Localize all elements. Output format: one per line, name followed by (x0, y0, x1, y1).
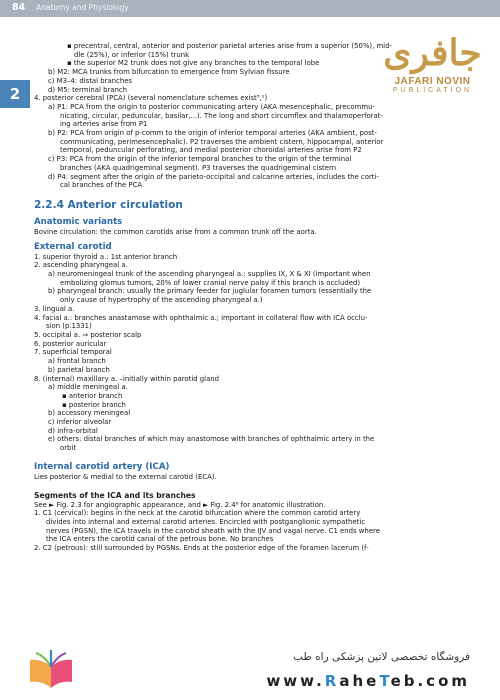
url-end: eb.com (390, 672, 470, 690)
text-line: orbit (60, 444, 77, 453)
text-line: c) inferior alveolar (48, 418, 112, 427)
text-line: embolizing glomus tumors, 20% of lower cranial nerve palsy if this branch is occluded) (60, 278, 361, 287)
text-line: 1. C1 (cervical): begins in the neck at the carotid bifurcation where the common carotid artery (34, 509, 361, 518)
text-line: See ► Fig. 2.3 for angiographic appearance, and ► Fig. 2.4⁶ for anatomic illustration. (34, 500, 326, 509)
text-line: 2. ascending pharyngeal a. (34, 261, 128, 270)
book-title: Anatomy and Physiology (36, 3, 129, 12)
text-line: a) frontal branch (48, 357, 106, 366)
segments-list (34, 501, 480, 553)
text-line: d) infra-orbital (48, 426, 98, 435)
header-band (0, 0, 500, 17)
text-line: 3. lingual a. (34, 304, 75, 313)
section-title: 2.2.4 Anterior circulation (34, 198, 183, 211)
text-line: 5. occipital a. ⇒ posterior scalp (34, 330, 142, 339)
text-line: 6. posterior auricular (34, 339, 107, 348)
segments-heading: Segments of the ICA and its branches (34, 490, 196, 500)
publisher-name: JAFARI NOVIN (394, 76, 471, 87)
text-line: 7. superficial temporal (34, 348, 112, 357)
text-line: b) pharyngeal branch: usually the primary feeder for juglular foramen tumors (essentially the (48, 287, 372, 296)
text-line: e) others: distal branches of which may anastomose with branches of ophthalmic artery in the (48, 435, 375, 444)
text-line: b) parietal branch (48, 365, 110, 374)
store-url[interactable] (266, 672, 470, 690)
text-line: the ICA enters the carotid canal of the petrous bone. No branches (46, 535, 274, 544)
page-body (34, 42, 480, 553)
url-highlight-t: T (379, 672, 391, 690)
url-mid: ahe (339, 672, 380, 690)
text-line: branches (AKA quadrigeminal segment). P3 traverses the quadrigeminal cistern (60, 163, 337, 172)
text-line: 8. (internal) maxillary a. –initially within parotid gland (34, 374, 220, 383)
text-line: temporal, peduncular perforating, and medial posterior choroidal arteries arise from P2 (60, 146, 362, 155)
external-carotid-heading: External carotid (34, 241, 112, 252)
text-line: dle (25%), or inferior (15%) trunk (74, 50, 190, 59)
text-line: a) middle meningeal a. (48, 383, 128, 392)
text-line: a) neuromeningeal trunk of the ascending pharyngeal a.: supplies IX, X & XI (important when (48, 270, 371, 279)
text-line: sion (p.1331) (46, 322, 92, 331)
store-name-persian: فروشگاه تخصصی لاتین پزشکی راه طب (293, 651, 470, 663)
text-line: c) M3–4: distal branches (48, 76, 133, 85)
mca-pca-list (34, 42, 480, 190)
text-line: ▪ precentral, central, anterior and posterior parietal arteries arise from a superior (50%), mid- (67, 42, 392, 50)
anatomic-variants-text: Bovine circulation: the common carotids arise from a common trunk off the aorta. (34, 227, 317, 236)
text-line: ▪ posterior branch (62, 400, 126, 409)
text-line: b) M2: MCA trunks from bifurcation to emergence from Sylvian fissure (48, 68, 290, 77)
text-line: communicating, perimesencephalic). P2 traverses the ambient cistern, hippocampal, anterior (60, 137, 384, 146)
footer-banner (0, 640, 500, 700)
external-carotid-list (34, 253, 480, 453)
text-line: 1. superior thyroid a.: 1st anterior branch (34, 252, 178, 261)
page-number: 84 (12, 2, 26, 13)
text-line: ▪ anterior branch (62, 391, 123, 400)
text-line: b) accessory meningeal (48, 409, 131, 418)
text-line: ▪ the superior M2 trunk does not give any branches to the temporal lobe (67, 59, 320, 68)
text-line: divides into internal and external carotid arteries. Encircled with postganglionic sympathetic (46, 517, 366, 526)
ica-text: Lies posterior & medial to the external carotid (ECA). (34, 472, 217, 481)
text-line: 4. facial a.: branches anastamose with ophthalmic a.; important in collateral flow with ICA occlu- (34, 313, 368, 322)
text-line: a) P1: PCA from the origin to posterior communicating artery (AKA mesencephalic, precommu- (48, 102, 375, 111)
url-prefix: www. (266, 672, 325, 690)
text-line: cal branches of the PCA (60, 181, 143, 190)
text-line: 4. posterior cerebral (PCA) (several nomenclature schemes exist⁵,¹) (34, 94, 268, 103)
text-line: nicating, circular, peduncular, basilar,...). The long and short circumflex and thalamoperforat- (60, 111, 383, 120)
text-line: c) P3: PCA from the origin of the inferior temporal branches to the origin of the terminal (48, 155, 352, 164)
text-line: ing arteries arise from P1 (60, 120, 148, 129)
publisher-logo-glyph: جافری (383, 32, 482, 74)
text-line: only cause of hypertrophy of the ascending pharyngeal a.) (60, 296, 263, 305)
open-book-icon (28, 648, 74, 694)
chapter-tab: 2 (0, 80, 30, 108)
anatomic-variants-heading: Anatomic variants (34, 216, 123, 227)
text-line: nerves (PGSN), the ICA travels in the carotid sheath with the IJV and vagal nerve. C1 ends where (46, 526, 380, 535)
text-line: d) M5: terminal branch (48, 85, 128, 94)
text-line: b) P2: PCA from origin of p-comm to the origin of inferior temporal arteries (AKA ambient, post- (48, 129, 377, 138)
text-line: d) P4: segment after the origin of the parieto-occipital and calcarine arteries, includes the corti- (48, 172, 379, 181)
text-line: 2. C2 (petrous): still surrounded by PGSNs. Ends at the posterior edge of the foramen lacerum (f- (34, 544, 369, 553)
publisher-subtitle: PUBLICATION (392, 87, 473, 94)
ica-heading: Internal carotid artery (ICA) (34, 461, 170, 472)
url-highlight-r: R (324, 672, 340, 690)
